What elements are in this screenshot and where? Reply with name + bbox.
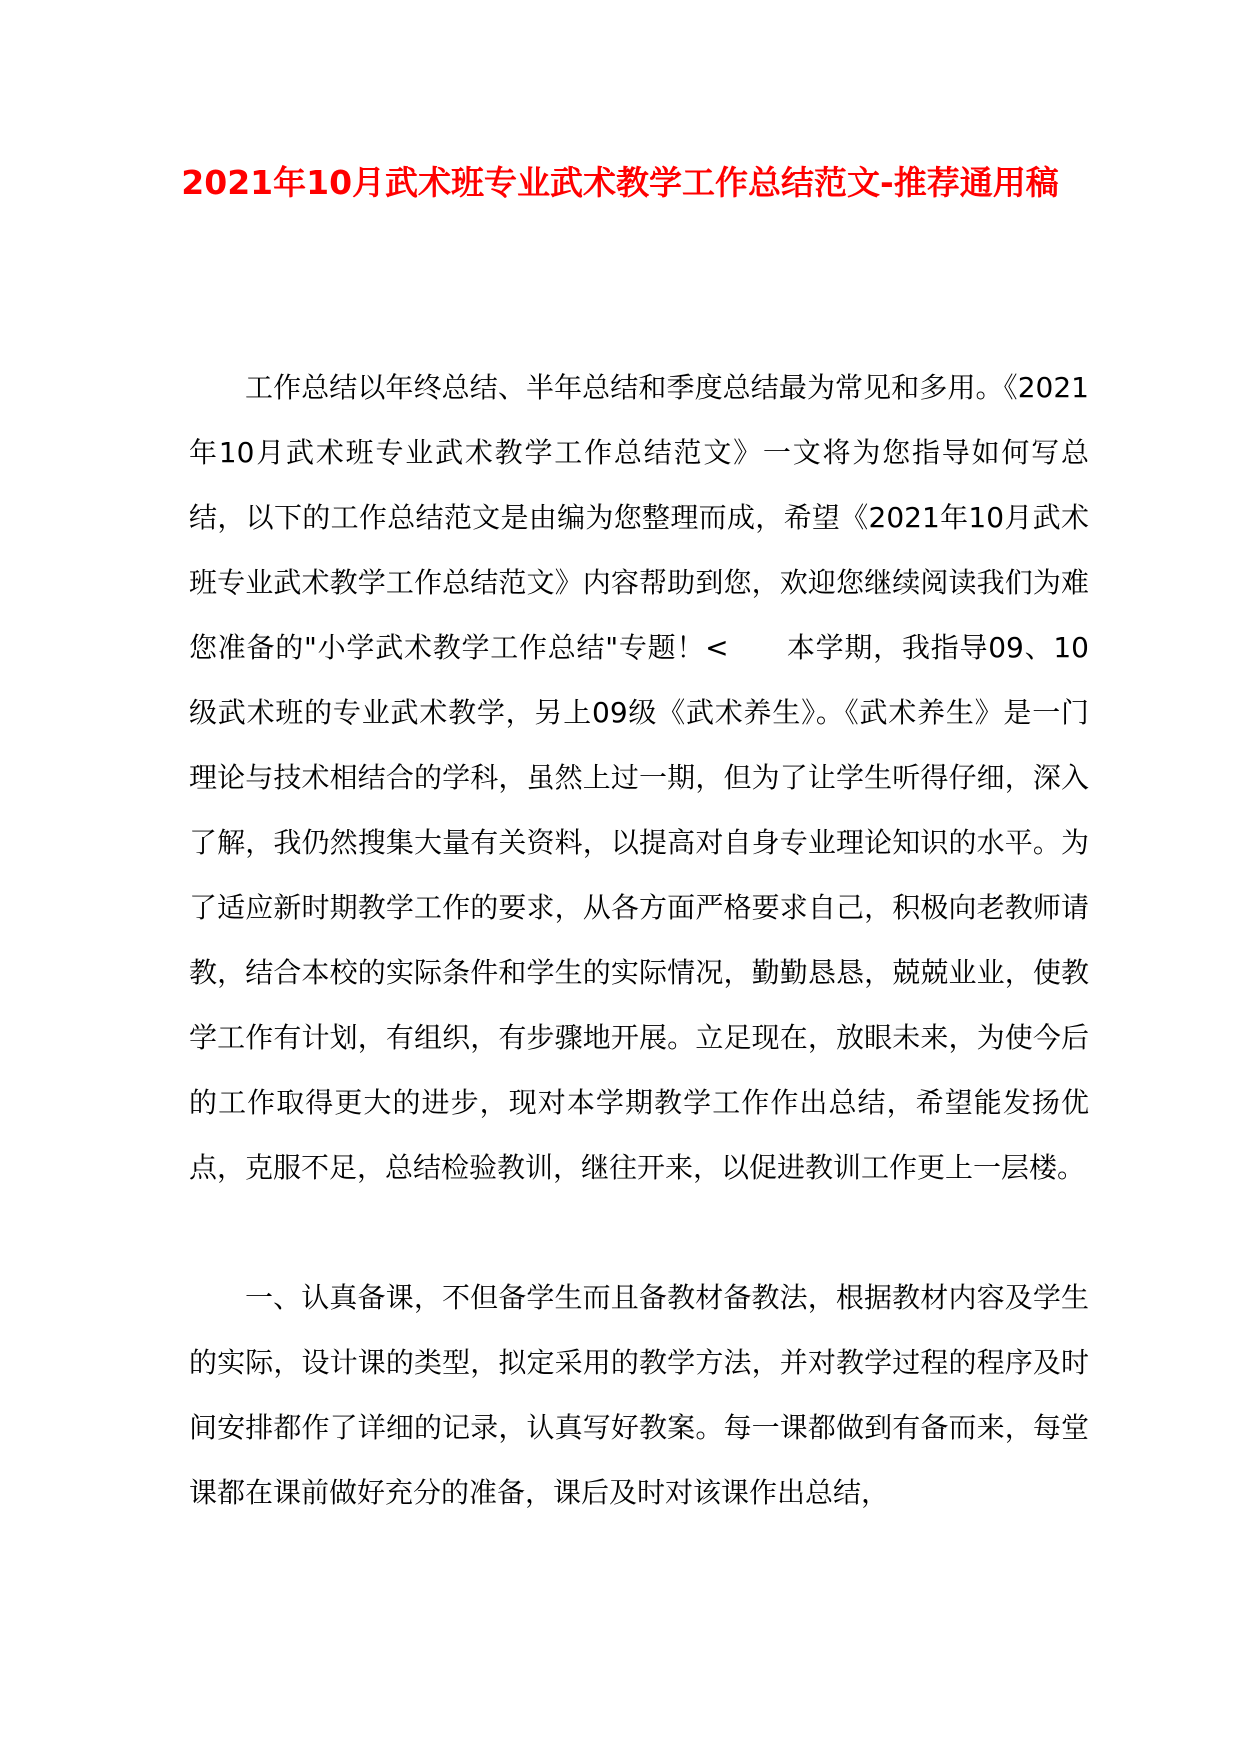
paragraph-intro: 工作总结以年终总结、半年总结和季度总结最为常见和多用。《2021年10月武术班专业武术教学工作总结范文》一文将为您指导如何写总结，以下的工作总结范文是由编为您整理而成，希望《2021年10月武术班专业武术教学工作总结范文》内容帮助到您，欢迎您继续阅读我们为难您准备的"小学武术教学工作总结"专题！< 本学期，我指导09、10级武术班的专业武术教学，另上09级《武术养生》。《武术养生》是一门理论与技术相结合的学科，虽然上过一期，但为了让学生听得仔细，深入了解，我仍然搜集大量有关资料，以提高对自身专业理论知识的水平。为了适应新时期教学工作的要求，从各方面严格要求自己，积极向老教师请教，结合本校的实际条件和学生的实际情况，勤勤恳恳，兢兢业业，使教学工作有计划，有组织，有步骤地开展。立足现在，放眼未来，为使今后的工作取得更大的进步，现对本学期教学工作作出总结，希望能发扬优点，克服不足，总结检验教训，继往开来，以促进教训工作更上一层楼。 — [189, 371, 1089, 1184]
paragraph-section-1: 一、认真备课，不但备学生而且备教材备教法，根据教材内容及学生的实际，设计课的类型，拟定采用的教学方法，并对教学过程的程序及时间安排都作了详细的记录，认真写好教案。每一课都做到有备而来，每堂课都在课前做好充分的准备，课后及时对该课作出总结， — [189, 1281, 1089, 1509]
document-title: 2021年10月武术班专业武术教学工作总结范文-推荐通用稿 — [181, 163, 1059, 202]
document-body — [189, 355, 1089, 1525]
